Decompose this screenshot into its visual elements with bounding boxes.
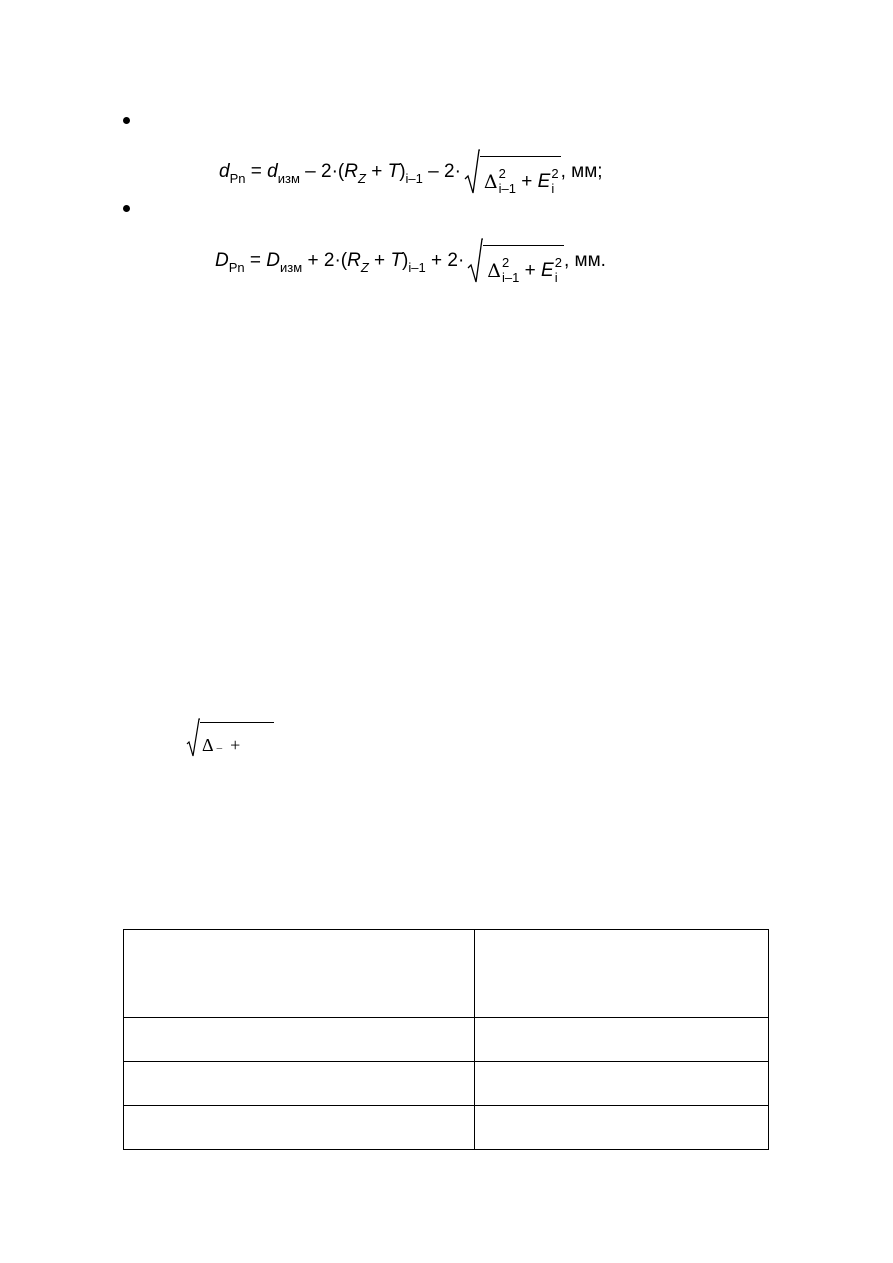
formula-symbol: d bbox=[267, 161, 278, 182]
formula-subscript: i–1 bbox=[408, 259, 426, 275]
formula-shaft-diameter bbox=[219, 144, 603, 200]
formula-operator: + bbox=[365, 161, 388, 182]
formula-operator: + bbox=[230, 734, 241, 755]
formula-subscript: Z bbox=[360, 259, 369, 275]
formula-symbol: T bbox=[387, 161, 400, 182]
formula-operator: · bbox=[457, 250, 465, 271]
formula-operator: ) bbox=[402, 250, 409, 271]
formula-supsub: 2 i bbox=[554, 255, 562, 285]
radical-sign-icon bbox=[186, 718, 200, 758]
radicand bbox=[483, 245, 564, 284]
bullet-1 bbox=[123, 117, 130, 124]
formula-operator: + 2 bbox=[302, 250, 335, 271]
mini-radicand bbox=[200, 722, 274, 758]
formula-operator: – 2 bbox=[299, 161, 332, 182]
formula-symbol: E bbox=[541, 260, 554, 281]
table-cell bbox=[124, 1018, 475, 1062]
formula-operator: ·( bbox=[334, 250, 348, 271]
formula-subscript: Pn bbox=[228, 259, 245, 275]
formula-symbol: d bbox=[219, 161, 230, 182]
formula-subscript: Pn bbox=[229, 170, 246, 186]
formula-supsub: 2 i–1 bbox=[498, 166, 517, 196]
formula-operator: ) bbox=[399, 161, 406, 182]
mini-square-root bbox=[186, 718, 274, 758]
formula-hole-diameter bbox=[215, 233, 606, 289]
formula-operator: · bbox=[454, 161, 461, 182]
formula-operator: + bbox=[519, 260, 542, 281]
formula-operator: = bbox=[245, 161, 268, 182]
table-cell bbox=[475, 930, 769, 1018]
formula-symbol: D bbox=[215, 250, 229, 271]
formula-symbol: R bbox=[347, 250, 361, 271]
table-header-row bbox=[124, 930, 769, 1018]
bullet-2 bbox=[123, 205, 130, 212]
formula-operator: + bbox=[516, 171, 538, 192]
table-row bbox=[124, 1106, 769, 1150]
table-cell bbox=[475, 1018, 769, 1062]
table-row bbox=[124, 1018, 769, 1062]
radical-sign-icon bbox=[467, 238, 483, 284]
formula-subscript: изм bbox=[280, 259, 303, 275]
formula-symbol: Δ bbox=[483, 171, 498, 193]
formula-symbol: E bbox=[537, 171, 551, 192]
formula-supsub: 2 i bbox=[551, 166, 559, 196]
formula-operator: + 2 bbox=[425, 250, 458, 271]
formula-unit: , мм; bbox=[560, 161, 603, 182]
table-cell bbox=[124, 1106, 475, 1150]
square-root bbox=[467, 238, 564, 284]
formula-subscript: изм bbox=[277, 170, 300, 186]
formula-symbol: Δ bbox=[202, 734, 214, 755]
formula-symbol: T bbox=[390, 250, 403, 271]
formula-subscript: i–1 bbox=[405, 170, 423, 186]
formula-symbol: D bbox=[266, 250, 281, 271]
formula-symbol: R bbox=[344, 161, 358, 182]
table-cell bbox=[475, 1062, 769, 1106]
formula-supsub: 2 i–1 bbox=[502, 255, 520, 285]
formula-operator: + bbox=[368, 250, 391, 271]
table-cell bbox=[475, 1106, 769, 1150]
radical-sign-icon bbox=[464, 149, 480, 195]
radicand bbox=[480, 156, 561, 195]
formula-operator: = bbox=[244, 250, 267, 271]
formula-symbol: Δ bbox=[487, 260, 502, 282]
table-cell bbox=[124, 1062, 475, 1106]
formula-subscript: Z bbox=[357, 170, 366, 186]
table-cell bbox=[124, 930, 475, 1018]
formula-subscript: – bbox=[216, 742, 223, 754]
formula-operator: ·( bbox=[331, 161, 345, 182]
formula-unit: , мм. bbox=[563, 250, 606, 271]
table-row bbox=[124, 1062, 769, 1106]
data-table bbox=[123, 929, 769, 1150]
square-root bbox=[464, 149, 561, 195]
formula-operator: – 2 bbox=[422, 161, 455, 182]
